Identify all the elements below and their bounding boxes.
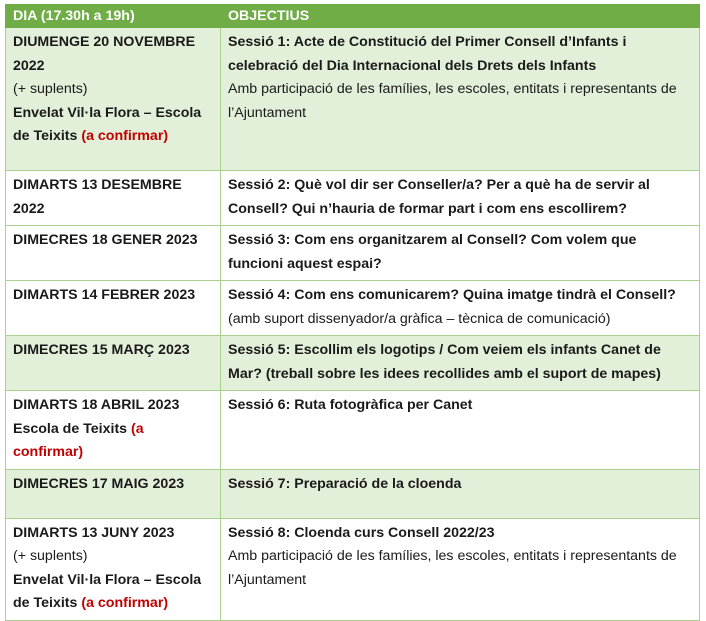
venue-name: Escola de Teixits xyxy=(13,420,128,437)
column-header-day: DIA (17.30h a 19h) xyxy=(6,5,221,28)
session-date: DIUMENGE 20 NOVEMBRE 2022 xyxy=(13,34,196,74)
session-date: DIMARTS 14 FEBRER 2023 xyxy=(13,287,196,303)
session-date: DIMECRES 17 MAIG 2023 xyxy=(13,475,185,492)
session-objective: Sessió 5: Escollim els logotips / Com veiem els infants Canet de Mar? (treball sobre les idees recollides amb el suport de mapes) xyxy=(228,342,661,382)
column-header-objectives: OBJECTIUS xyxy=(221,5,700,28)
objective-note: Amb participació de les famílies, les escoles, entitats i representants de l’Ajuntament xyxy=(228,81,677,121)
table-row xyxy=(6,336,700,391)
day-cell xyxy=(6,281,221,336)
sessions-schedule xyxy=(5,4,699,621)
table-row xyxy=(6,226,700,281)
session-date: DIMARTS 13 DESEMBRE 2022 xyxy=(13,177,182,217)
day-cell xyxy=(6,518,221,620)
objective-note: Amb participació de les famílies, les escoles, entitats i representants de l’Ajuntament xyxy=(228,548,677,588)
objective-cell xyxy=(221,171,700,226)
session-objective: Sessió 2: Què vol dir ser Conseller/a? Per a què ha de servir al Consell? Qui n’hauria de formar part i com ens escollirem? xyxy=(228,177,650,217)
day-cell xyxy=(6,469,221,518)
pending-confirmation: (a confirmar) xyxy=(81,595,169,611)
objective-cell xyxy=(221,469,700,518)
table-row xyxy=(6,171,700,226)
session-objective: Sessió 7: Preparació de la cloenda xyxy=(228,475,462,492)
objective-cell xyxy=(221,391,700,470)
table-row xyxy=(6,281,700,336)
table-row xyxy=(6,28,700,171)
table-row xyxy=(6,469,700,518)
objective-cell xyxy=(221,336,700,391)
session-date: DIMECRES 18 GENER 2023 xyxy=(13,232,198,248)
session-objective: Sessió 3: Com ens organitzarem al Consell? Com volem que funcioni aquest espai? xyxy=(228,232,637,272)
venue-name: Envelat Vil·la Flora – Escola de Teixits xyxy=(13,571,202,611)
venue-text xyxy=(13,569,213,616)
day-cell xyxy=(6,226,221,281)
session-date: DIMECRES 15 MARÇ 2023 xyxy=(13,342,190,358)
objective-cell xyxy=(221,281,700,336)
session-date: DIMARTS 18 ABRIL 2023 xyxy=(13,397,180,413)
session-objective: Sessió 4: Com ens comunicarem? Quina imatge tindrà el Consell? xyxy=(228,287,676,303)
sessions-table xyxy=(5,4,700,621)
objective-note: (amb suport dissenyador/a gràfica – tècnica de comunicació) xyxy=(228,310,611,327)
session-date: DIMARTS 13 JUNY 2023 xyxy=(13,524,175,541)
day-cell xyxy=(6,28,221,171)
substitutes-note: (+ suplents) xyxy=(13,81,88,97)
objective-cell xyxy=(221,28,700,171)
venue-text xyxy=(13,102,213,149)
objective-cell xyxy=(221,518,700,620)
day-cell xyxy=(6,336,221,391)
table-row xyxy=(6,391,700,470)
pending-confirmation: (a confirmar) xyxy=(81,128,169,144)
substitutes-note: (+ suplents) xyxy=(13,548,88,564)
session-objective: Sessió 6: Ruta fotogràfica per Canet xyxy=(228,397,473,413)
session-objective: Sessió 8: Cloenda curs Consell 2022/23 xyxy=(228,524,495,541)
venue-name: Envelat Vil·la Flora – Escola de Teixits xyxy=(13,104,202,144)
day-cell xyxy=(6,391,221,470)
table-header-row xyxy=(6,5,700,28)
pending-confirmation: (a confirmar) xyxy=(13,420,144,460)
venue-text xyxy=(13,418,213,465)
objective-cell xyxy=(221,226,700,281)
day-cell xyxy=(6,171,221,226)
session-objective: Sessió 1: Acte de Constitució del Primer Consell d’Infants i celebració del Dia Internacional dels Drets dels Infants xyxy=(228,34,627,74)
table-row xyxy=(6,518,700,620)
